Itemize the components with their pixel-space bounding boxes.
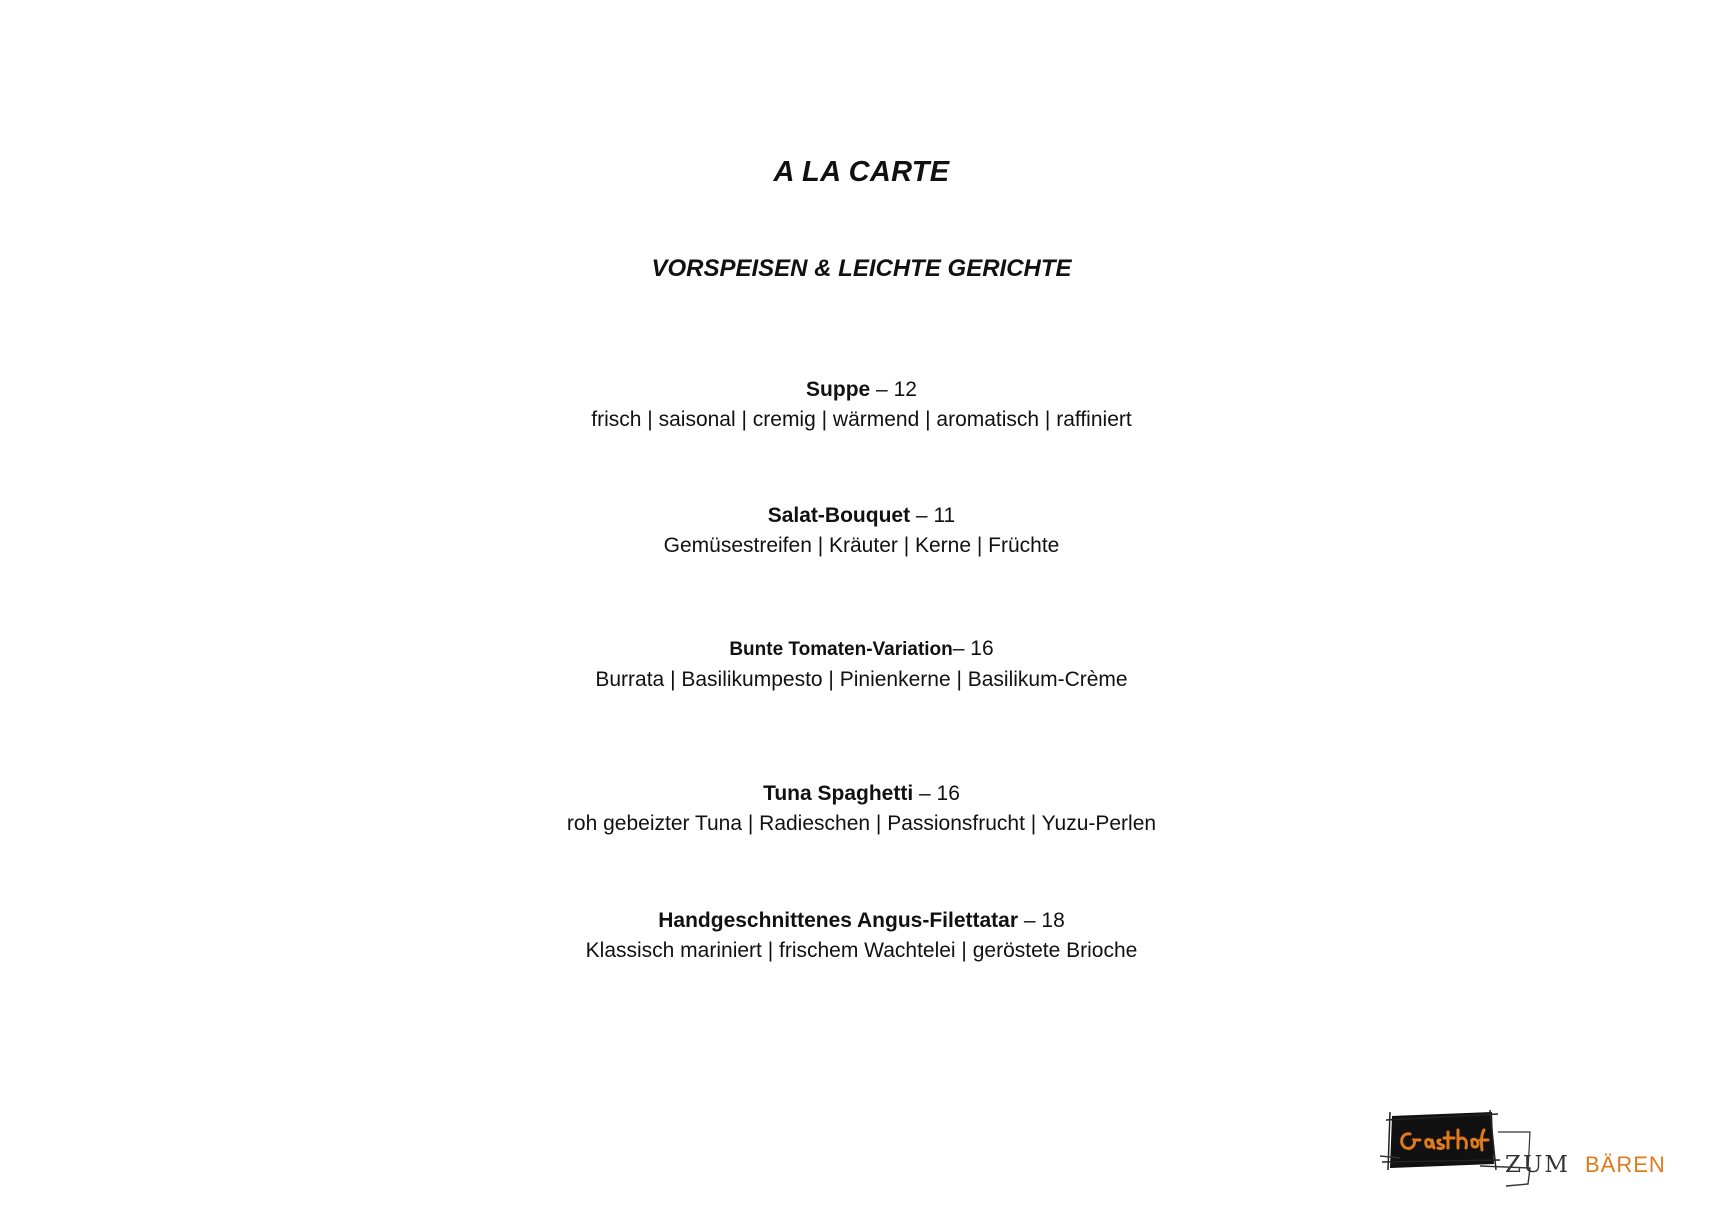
item-separator: – [952,637,971,660]
item-heading [0,375,1723,405]
item-description: Burrata | Basilikumpesto | Pinienkerne | Basilikum-Crème [595,668,1128,691]
item-heading [0,501,1723,531]
item-price: 11 [933,504,956,527]
gasthof-logo [1380,1110,1660,1190]
item-separator: – [870,378,894,401]
item-name: Tuna Spaghetti [763,782,914,805]
item-separator: – [1018,909,1042,932]
menu-item-tomaten-variation [0,634,1723,695]
item-price: 18 [1041,909,1065,932]
menu-item-angus-filettatar [0,906,1723,966]
item-description: Klassisch mariniert | frischem Wachtelei | geröstete Brioche [585,939,1138,962]
item-name: Bunte Tomaten-Variation [729,639,953,660]
item-price: 12 [893,378,917,401]
item-name: Salat-Bouquet [767,504,911,527]
item-description: roh gebeizter Tuna | Radieschen | Passionsfrucht | Yuzu-Perlen [566,812,1157,835]
menu-item-salat-bouquet [0,501,1723,561]
item-price: 16 [970,637,994,660]
page-title: A LA CARTE [773,156,950,188]
section-title: VORSPEISEN & LEICHTE GERICHTE [651,255,1072,282]
logo-zum-text: ZUM [1505,1152,1570,1178]
item-name: Suppe [806,378,871,401]
item-price: 16 [936,782,960,805]
item-separator: – [913,782,937,805]
item-separator: – [910,504,934,527]
item-heading [0,906,1723,936]
logo-name-text: BÄREN [1585,1152,1666,1177]
item-heading [0,779,1723,809]
item-name: Handgeschnittenes Angus-Filettatar [658,909,1019,932]
menu-item-suppe [0,375,1723,435]
menu-item-tuna-spaghetti [0,779,1723,839]
item-description: Gemüsestreifen | Kräuter | Kerne | Früchte [663,534,1060,557]
item-description: frisch | saisonal | cremig | wärmend | aromatisch | raffiniert [591,408,1132,431]
item-heading [0,634,1723,665]
